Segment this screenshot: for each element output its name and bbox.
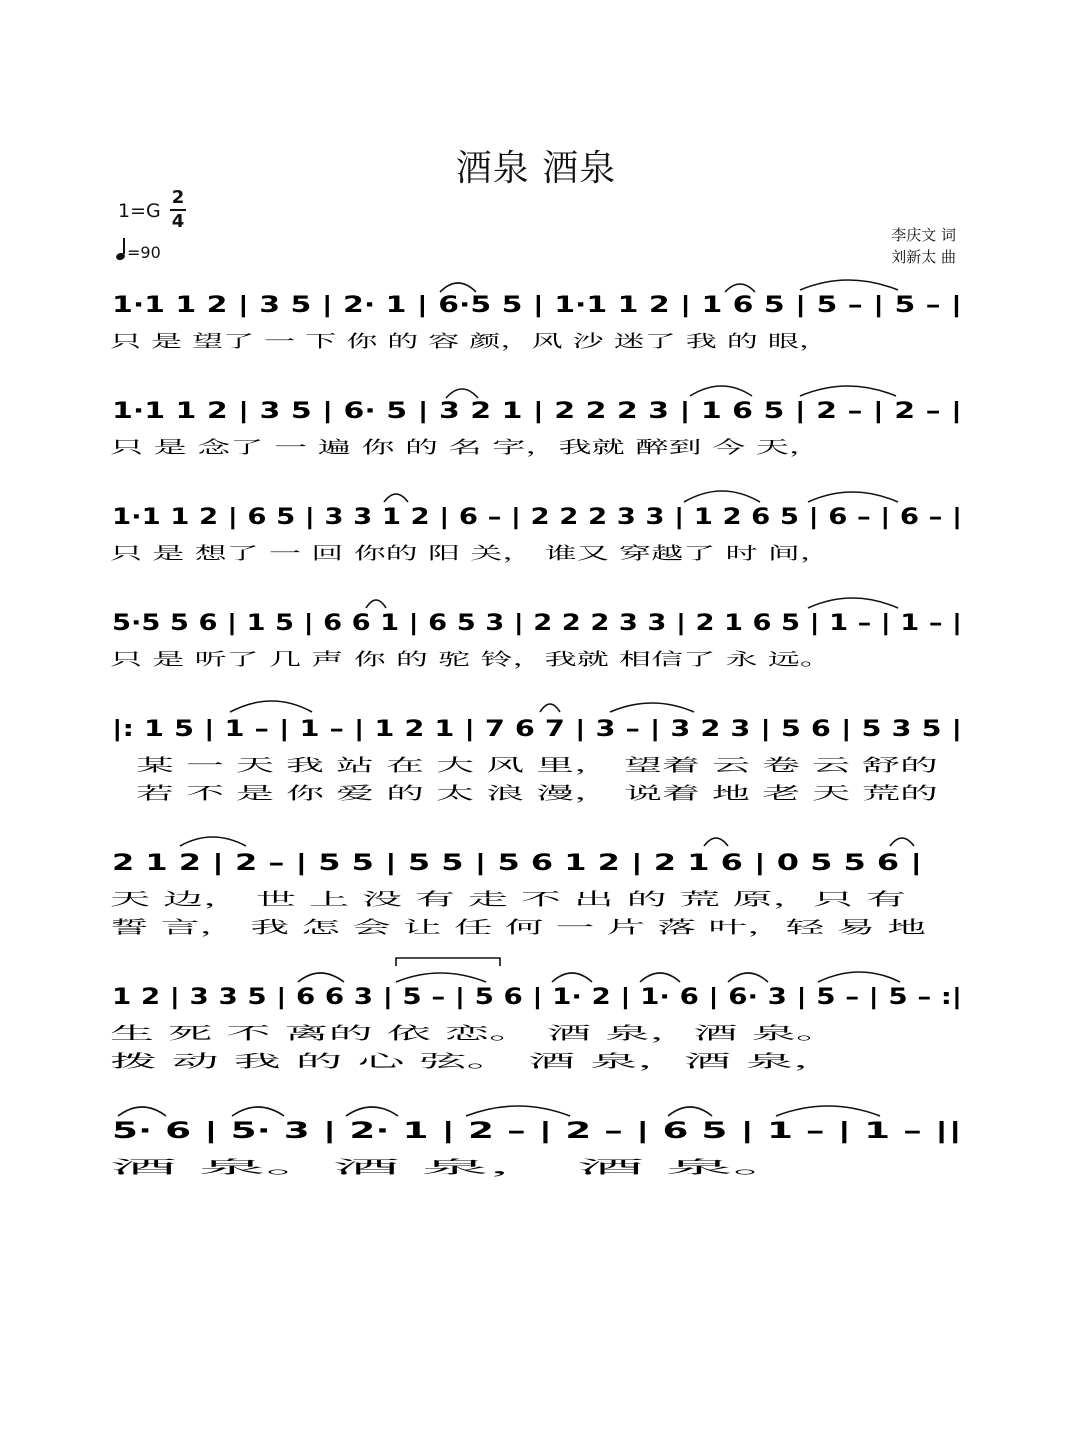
notation-line: 5·5 5 6 | 1 5 | 6 6 1 | 6 5 3 | 2 2 2 3 3 | 2 1 6 5 | 1 – | 1 – | xyxy=(112,611,962,636)
time-unit: 4 xyxy=(171,211,185,232)
line-1 xyxy=(110,280,962,352)
notation-line: 1·1 1 2 | 3 5 | 2· 1 | 6·5 5 | 1·1 1 2 | 1 6 5 | 5 – | 5 – | xyxy=(112,293,962,318)
line-3 xyxy=(110,491,962,564)
lyric-line: 誓 言， 我 怎 会 让 任 何 一 片 落 叶，轻 易 地 xyxy=(110,918,926,938)
song-title: 酒泉 酒泉 xyxy=(455,148,617,189)
line-8 xyxy=(110,1106,962,1178)
notation-line: 1·1 1 2 | 6 5 | 3 3 1 2 | 6 – | 2 2 2 3 3 | 1 2 6 5 | 6 – | 6 – | xyxy=(112,505,962,530)
lyric-line: 拨 动 我 的 心 弦。 酒 泉，酒 泉， xyxy=(110,1052,840,1072)
line-4 xyxy=(110,598,962,670)
notation-line: 1·1 1 2 | 3 5 | 6· 5 | 3 2 1 | 2 2 2 3 | 1 6 5 | 2 – | 2 – | xyxy=(112,399,962,424)
time-beats: 2 xyxy=(171,187,185,208)
lyric-line: 酒 泉。酒 泉， 酒 泉。 xyxy=(110,1158,800,1178)
lyric-line: 若 不 是 你 爱 的 太 浪 漫， 说着 地 老 天 荒的 xyxy=(136,784,939,804)
lyric-line: 只 是 想了 一 回 你的 阳 关， 谁又 穿越了 时 间， xyxy=(110,544,832,564)
lyric-line: 生 死 不 离的 依 恋。 酒 泉，酒 泉。 xyxy=(110,1024,840,1044)
lyric-line: 只 是 望了 一 下 你 的 容 颜，风 沙 迷了 我 的 眼， xyxy=(110,332,830,352)
lyric-line: 只 是 念了 一 遍 你 的 名 字，我就 醉到 今 天， xyxy=(110,438,822,458)
lyric-line: 只 是 听了 几 声 你 的 驼 铃，我就 相信了 永 远。 xyxy=(110,650,832,670)
composer-credit: 刘新太 曲 xyxy=(891,248,956,266)
line-7 xyxy=(110,958,962,1072)
notation-line: 2 1 2 | 2 – | 5 5 | 5 5 | 5 6 1 2 | 2 1 6 | 0 5 5 6 | xyxy=(112,851,922,876)
notation-line: 5· 6 | 5· 3 | 2· 1 | 2 – | 2 – | 6 5 | 1 – | 1 – || xyxy=(112,1119,962,1144)
line-2 xyxy=(110,386,962,458)
lyric-line: 某 一 天 我 站 在 大 风 里， 望着 云 卷 云 舒的 xyxy=(136,756,939,776)
line-6 xyxy=(110,837,926,938)
lyricist-credit: 李庆文 词 xyxy=(891,226,956,244)
notation-line: 1 2 | 3 3 5 | 6 6 3 | 5 – | 5 6 | 1· 2 | 1· 6 | 6· 3 | 5 – | 5 – :| xyxy=(112,985,962,1010)
tempo-value: =90 xyxy=(127,243,161,262)
key-label: 1=G xyxy=(118,200,161,222)
notation-line: |: 1 5 | 1 – | 1 – | 1 2 1 | 7 6 7 | 3 – | 3 2 3 | 5 6 | 5 3 5 | xyxy=(112,717,962,742)
line-5 xyxy=(112,701,962,804)
lyric-line: 天 边， 世 上 没 有 走 不 出 的 荒 原，只 有 xyxy=(110,890,906,910)
